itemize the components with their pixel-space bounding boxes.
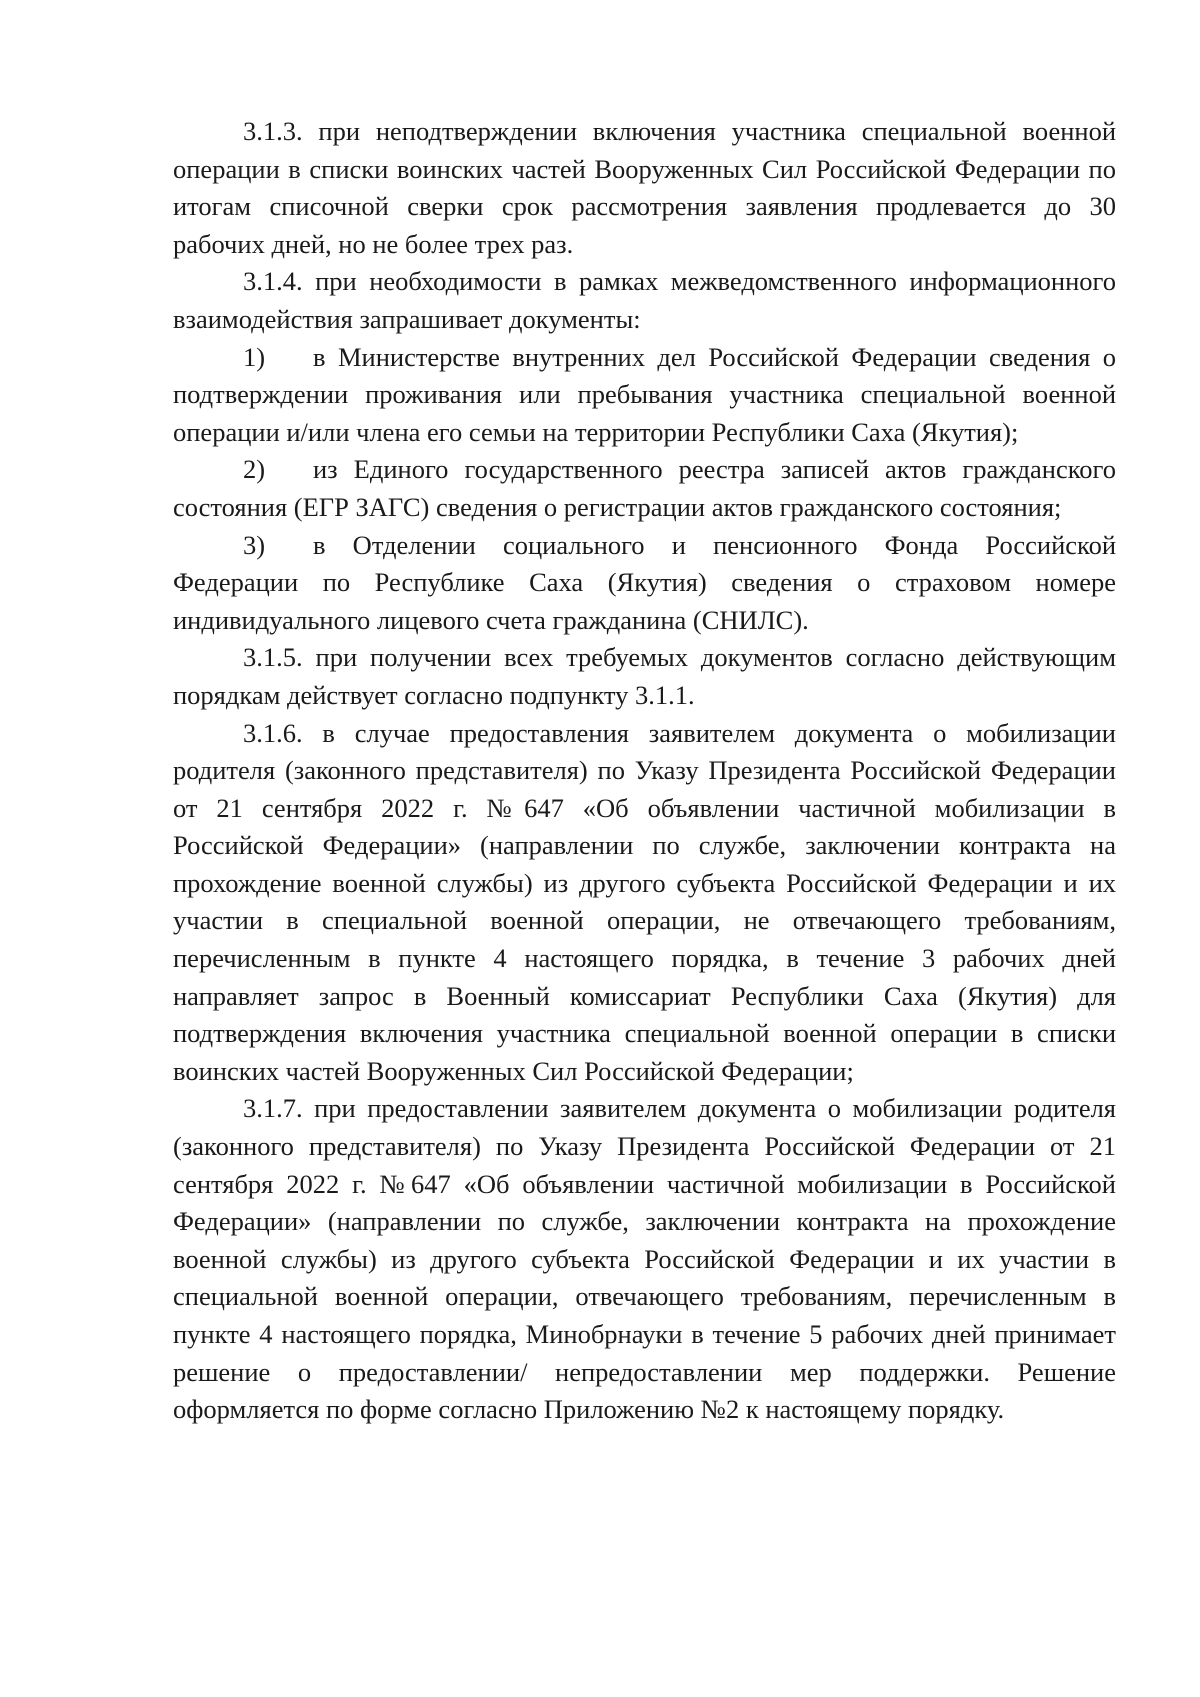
document-body (173, 113, 1116, 1429)
clause-3-1-4-item-1 (173, 339, 1116, 452)
item-number: 2) (243, 454, 266, 485)
clause-3-1-4-item-2 (173, 451, 1116, 526)
item-text: в Министерстве внутренних дел Российской Федерации сведения о подтверждении проживания или пребывания участника специальной военной операции и/или члена его семьи на территории Республики Саха (Якутия); (173, 341, 1116, 447)
clause-3-1-4-item-3 (173, 527, 1116, 640)
clause-3-1-4: 3.1.4. при необходимости в рамках межведомственного информационного взаимодействия запрашивает документы: (173, 266, 1116, 334)
clause-3-1-6: 3.1.6. в случае предоставления заявителем документа о мобилизации родителя (законного представителя) по Указу Президента Российской Федерации от 21 сентября 2022 г. №647 «Об объявлении частичной мобилизации в Российской Федерации» (направлении по службе, заключении контракта на прохождение военной службы) из другого субъекта Российской Федерации и их участии в специальной военной операции, не отвечающего требованиям, перечисленным в пункте 4 настоящего порядка, в течение 3 рабочих дней направляет запрос в Военный комиссариат Республики Саха (Якутия) для подтверждения включения участника специальной военной операции в списки воинских частей Вооруженных Сил Российской Федерации; (173, 717, 1116, 1086)
clause-3-1-5: 3.1.5. при получении всех требуемых документов согласно действующим порядкам действует согласно подпункту 3.1.1. (173, 642, 1116, 710)
item-text: из Единого государственного реестра записей актов гражданского состояния (ЕГР ЗАГС) сведения о регистрации актов гражданского состояния; (173, 454, 1116, 522)
item-text: в Отделении социального и пенсионного Фонда Российской Федерации по Республике Саха (Якутия) сведения о страховом номере индивидуального лицевого счета гражданина (СНИЛС). (173, 529, 1116, 635)
clause-3-1-3: 3.1.3. при неподтверждении включения участника специальной военной операции в списки воинских частей Вооруженных Сил Российской Федерации по итогам списочной сверки срок рассмотрения заявления продлевается до 30 рабочих дней, но не более трех раз. (173, 116, 1116, 259)
item-number: 1) (243, 341, 266, 372)
item-number: 3) (243, 529, 266, 560)
clause-3-1-7: 3.1.7. при предоставлении заявителем документа о мобилизации родителя (законного представителя) по Указу Президента Российской Федерации от 21 сентября 2022 г. №647 «Об объявлении частичной мобилизации в Российской Федерации» (направлении по службе, заключении контракта на прохождение военной службы) из другого субъекта Российской Федерации и их участии в специальной военной операции, отвечающего требованиям, перечисленным в пункте 4 настоящего порядка, Минобрнауки в течение 5 рабочих дней принимает решение о предоставлении/ непредоставлении мер поддержки. Решение оформляется по форме согласно Приложению №2 к настоящему порядку. (173, 1093, 1116, 1425)
